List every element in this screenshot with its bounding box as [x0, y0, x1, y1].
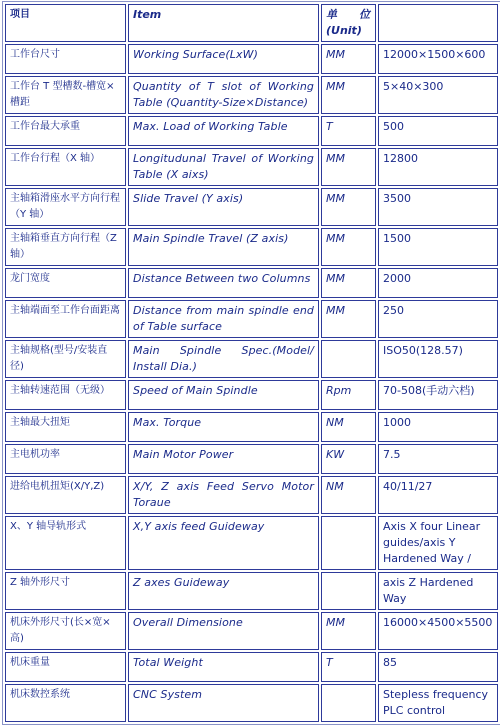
row-label-cn: 工作台最大承重 [5, 116, 126, 146]
row-label-en: Main Motor Power [128, 444, 319, 474]
table-row [5, 268, 498, 298]
table-row [5, 516, 498, 570]
table-row [5, 684, 498, 722]
table-row [5, 612, 498, 650]
row-label-cn: 机床外形尺寸(长×宽×高) [5, 612, 126, 650]
row-value: 12000×1500×600 [378, 44, 498, 74]
table-row [5, 572, 498, 610]
row-label-en: Max. Load of Working Table [128, 116, 319, 146]
row-label-en: Main Spindle Travel (Z axis) [128, 228, 319, 266]
header-cn: 项目 [5, 4, 126, 42]
row-value: 2000 [378, 268, 498, 298]
row-value: 3500 [378, 188, 498, 226]
row-unit: KW [321, 444, 376, 474]
row-label-cn: X、Y 轴导轨形式 [5, 516, 126, 570]
row-label-cn: 机床数控系统 [5, 684, 126, 722]
row-label-cn: 主轴箱垂直方向行程（Z 轴） [5, 228, 126, 266]
row-label-en: Z axes Guideway [128, 572, 319, 610]
row-value: 5×40×300 [378, 76, 498, 114]
row-unit: T [321, 652, 376, 682]
row-value: 7.5 [378, 444, 498, 474]
row-unit: NM [321, 412, 376, 442]
row-unit [321, 684, 376, 722]
row-value: 1000 [378, 412, 498, 442]
row-label-en: X,Y axis feed Guideway [128, 516, 319, 570]
row-value: Axis X four Linear guides/axis Y Hardened Way / [378, 516, 498, 570]
row-label-en: CNC System [128, 684, 319, 722]
row-unit: NM [321, 476, 376, 514]
row-unit: MM [321, 76, 376, 114]
row-unit: T [321, 116, 376, 146]
row-unit: Rpm [321, 380, 376, 410]
row-label-cn: 主轴端面至工作台面距离 [5, 300, 126, 338]
spec-table [2, 1, 500, 725]
row-value: 16000×4500×5500 [378, 612, 498, 650]
table-row [5, 412, 498, 442]
row-label-en: Working Surface(LxW) [128, 44, 319, 74]
row-value: 12800 [378, 148, 498, 186]
row-unit: MM [321, 44, 376, 74]
row-label-cn: 工作台尺寸 [5, 44, 126, 74]
row-label-en: Longitudunal Travel of Working Table (X aixs) [128, 148, 319, 186]
table-row [5, 444, 498, 474]
row-label-en: Slide Travel (Y axis) [128, 188, 319, 226]
row-value: 70-508(手动六档) [378, 380, 498, 410]
row-unit [321, 516, 376, 570]
row-unit: MM [321, 148, 376, 186]
row-label-cn: 工作台 T 型槽数-槽宽×槽距 [5, 76, 126, 114]
row-unit [321, 572, 376, 610]
row-label-cn: 机床重量 [5, 652, 126, 682]
row-value: 500 [378, 116, 498, 146]
row-label-en: Distance Between two Columns [128, 268, 319, 298]
table-row [5, 188, 498, 226]
header-value [378, 4, 498, 42]
row-value: 85 [378, 652, 498, 682]
row-label-cn: 进给电机扭矩(X/Y,Z) [5, 476, 126, 514]
table-row [5, 76, 498, 114]
table-row [5, 228, 498, 266]
row-label-cn: 工作台行程（X 轴） [5, 148, 126, 186]
table-row [5, 300, 498, 338]
row-label-en: Speed of Main Spindle [128, 380, 319, 410]
row-label-cn: 主轴规格(型号/安装直径) [5, 340, 126, 378]
table-row [5, 340, 498, 378]
row-label-cn: Z 轴外形尺寸 [5, 572, 126, 610]
row-label-cn: 主轴最大扭矩 [5, 412, 126, 442]
table-row [5, 380, 498, 410]
row-unit: MM [321, 300, 376, 338]
row-label-en: Overall Dimensione [128, 612, 319, 650]
row-unit [321, 340, 376, 378]
header-unit-en: (Unit) [326, 24, 362, 37]
row-label-en: Total Weight [128, 652, 319, 682]
header-unit-cn: 单 位 [326, 8, 370, 21]
row-label-cn: 主轴转速范围（无级） [5, 380, 126, 410]
header-item: Item [128, 4, 319, 42]
row-value: 1500 [378, 228, 498, 266]
row-label-en: Main Spindle Spec.(Model/ Install Dia.) [128, 340, 319, 378]
row-label-en: X/Y, Z axis Feed Servo Motor Toraue [128, 476, 319, 514]
row-value: Stepless frequency PLC control [378, 684, 498, 722]
row-label-en: Max. Torque [128, 412, 319, 442]
row-value: 40/11/27 [378, 476, 498, 514]
row-label-cn: 主电机功率 [5, 444, 126, 474]
row-value: ISO50(128.57) [378, 340, 498, 378]
row-label-en: Distance from main spindle end of Table surface [128, 300, 319, 338]
row-label-cn: 主轴箱滑座水平方向行程（Y 轴） [5, 188, 126, 226]
header-unit [321, 4, 376, 42]
row-unit: MM [321, 268, 376, 298]
table-row [5, 148, 498, 186]
row-unit: MM [321, 228, 376, 266]
row-value: axis Z Hardened Way [378, 572, 498, 610]
header-row [5, 4, 498, 42]
row-unit: MM [321, 612, 376, 650]
table-row [5, 116, 498, 146]
row-label-cn: 龙门宽度 [5, 268, 126, 298]
row-label-en: Quantity of T slot of Working Table (Quantity-Size×Distance) [128, 76, 319, 114]
table-row [5, 476, 498, 514]
row-value: 250 [378, 300, 498, 338]
table-row [5, 44, 498, 74]
row-unit: MM [321, 188, 376, 226]
